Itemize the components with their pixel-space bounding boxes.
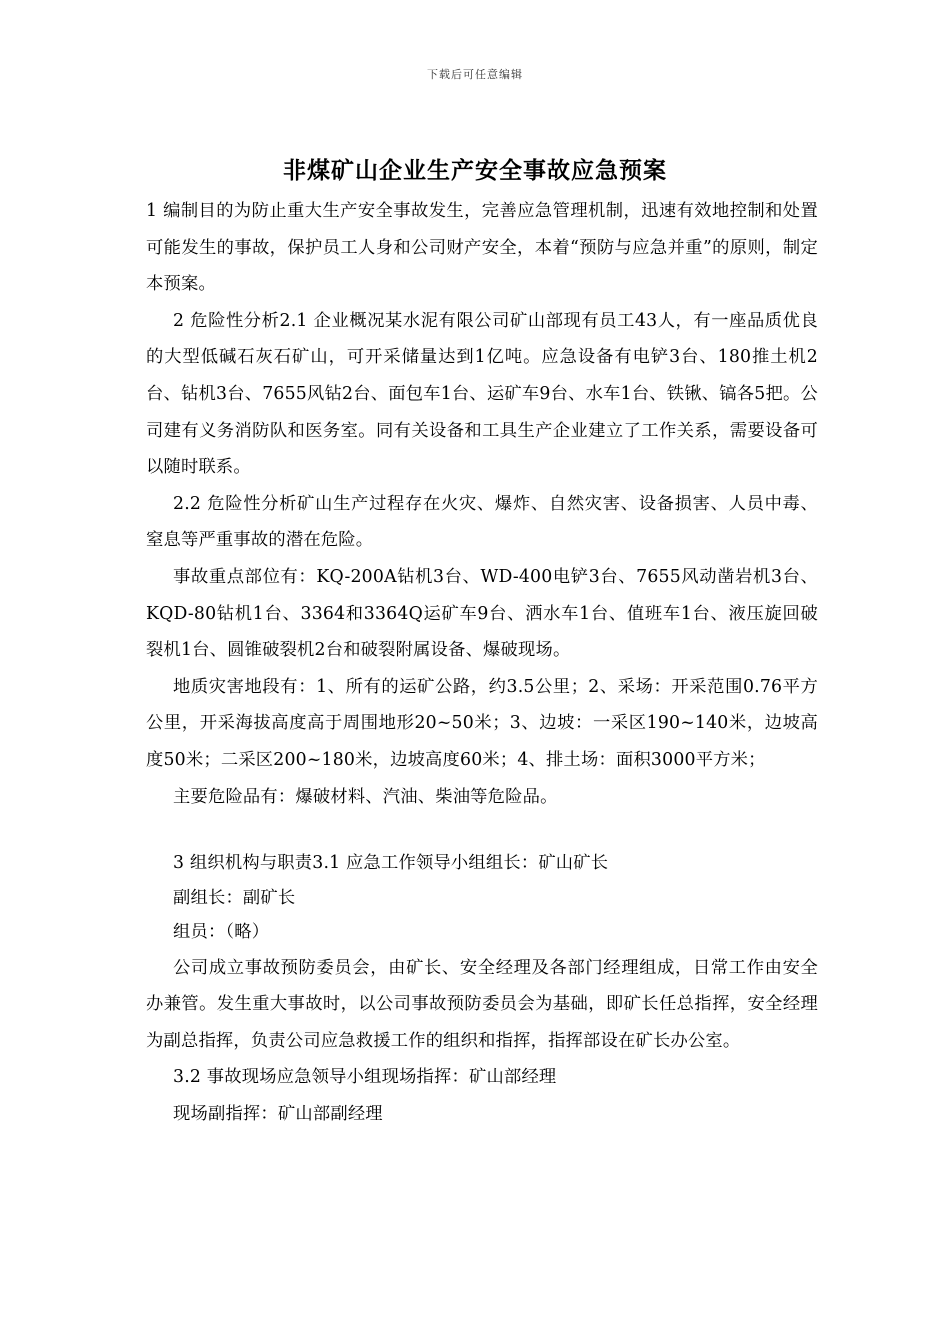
paragraph-prevention-committee: 公司成立事故预防委员会，由矿长、安全经理及各部门经理组成，日常工作由安全办兼管。发生重大事故时，以公司事故预防委员会为基础，即矿长任总指挥，安全经理为副总指挥，负责公司应急救援工作的组织和指挥，指挥部设在矿长办公室。 (146, 957, 818, 1051)
paragraph-key-locations: 事故重点部位有：KQ-200A钻机3台、WD-400电铲3台、7655风动凿岩机3台、KQD-80钻机1台、3364和3364Q运矿车9台、洒水车1台、值班车1台、液压旋回破裂机1台、圆锥破裂机2台和破裂附属设备、爆破现场。 (146, 566, 818, 661)
paragraph-deputy-leader: 副组长：副矿长 (173, 887, 296, 908)
paragraph-site-command: 3.2 事故现场应急领导小组现场指挥：矿山部经理 (173, 1067, 557, 1088)
document-body (146, 193, 818, 1133)
paragraph-purpose: 1 编制目的为防止重大生产安全事故发生，完善应急管理机制，迅速有效地控制和处置可能发生的事故，保护员工人身和公司财产安全，本着“预防与应急并重”的原则，制定本预案。 (146, 201, 818, 295)
paragraph-hazardous-materials: 主要危险品有：爆破材料、汽油、柴油等危险品。 (173, 786, 558, 807)
paragraph-organization: 3 组织机构与职责3.1 应急工作领导小组组长：矿山矿长 (173, 853, 609, 874)
paragraph-hazard-analysis: 2.2 危险性分析矿山生产过程存在火灾、爆炸、自然灾害、设备损害、人员中毒、窒息等严重事故的潜在危险。 (146, 493, 818, 551)
document-title: 非煤矿山企业生产安全事故应急预案 (283, 158, 667, 184)
paragraph-hazard-overview: 2 危险性分析2.1 企业概况某水泥有限公司矿山部现有员工43人，有一座品质优良的大型低碱石灰石矿山，可开采储量达到1亿吨。应急设备有电铲3台、180推土机2台、钻机3台、7655风钻2台、面包车1台、运矿车9台、水车1台、铁锹、镐各5把。公司建有义务消防队和医务室。同有关设备和工具生产企业建立了工作关系，需要设备可以随时联系。 (146, 310, 818, 478)
paragraph-members: 组员：（略） (173, 922, 270, 943)
header-note: 下载后可任意编辑 (427, 68, 523, 81)
paragraph-geological-hazards: 地质灾害地段有：1、所有的运矿公路，约3.5公里；2、采场：开采范围0.76平方公里，开采海拔高度高于周围地形20~50米；3、边坡：一采区190~140米，边坡高度50米；二采区200~180米，边坡高度60米；4、排土场：面积3000平方米； (146, 676, 818, 770)
paragraph-site-deputy: 现场副指挥：矿山部副经理 (173, 1103, 383, 1124)
